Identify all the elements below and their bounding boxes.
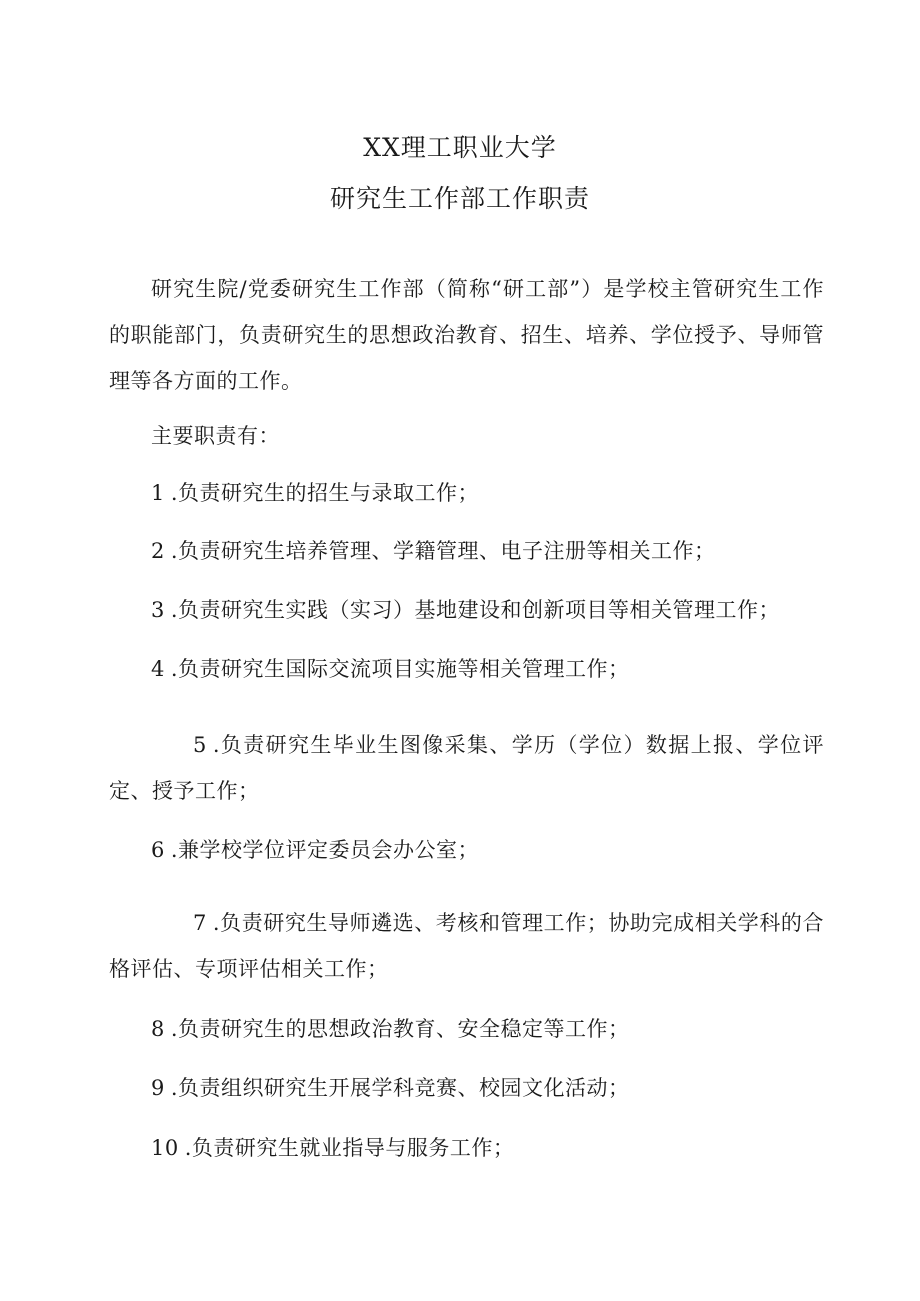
duty-text: .兼学校学位评定委员会办公室； [170,838,480,862]
duty-item [151,537,716,565]
document-title: XX理工职业大学 [363,133,557,162]
duty-item [151,1074,630,1102]
duty-number: 10 [151,1136,179,1160]
duty-text: .负责研究生培养管理、学籍管理、电子注册等相关工作； [170,539,716,563]
duty-number: 1 [151,481,165,505]
duty-item [109,900,824,992]
duty-text: .负责研究生毕业生图像采集、学历（学位）数据上报、学位评定、授予工作； [109,733,824,803]
duty-item [151,836,479,864]
duties-heading: 主要职责有： [151,424,280,448]
duty-number: 9 [151,1076,165,1100]
duty-number: 3 [151,598,165,622]
duty-text: .负责研究生就业指导与服务工作； [184,1136,515,1160]
document-subtitle: 研究生工作部工作职责 [329,184,590,213]
duty-text: .负责研究生的思想政治教育、安全稳定等工作； [170,1017,630,1041]
duty-number: 4 [151,657,165,681]
duty-number: 5 [193,733,207,757]
duty-number: 7 [193,911,207,935]
duty-text: .负责研究生导师遴选、考核和管理工作；协助完成相关学科的合格评估、专项评估相关工作； [109,911,824,981]
duty-item [151,1015,630,1043]
duty-item [151,596,780,624]
duty-number: 6 [151,838,165,862]
duty-text: .负责研究生实践（实习）基地建设和创新项目等相关管理工作； [170,598,781,622]
duty-number: 2 [151,539,165,563]
intro-paragraph: 研究生院/党委研究生工作部（简称“研工部”）是学校主管研究生工作的职能部门，负责研究生的思想政治教育、招生、培养、学位授予、导师管理等各方面的工作。 [109,277,824,393]
duty-item [109,722,824,814]
duty-item [151,1134,514,1162]
duty-number: 8 [151,1017,165,1041]
duty-item [151,655,630,683]
duty-text: .负责研究生国际交流项目实施等相关管理工作； [170,657,630,681]
duty-text: .负责研究生的招生与录取工作； [170,481,480,505]
duty-item [151,479,479,507]
duty-text: .负责组织研究生开展学科竞赛、校园文化活动； [170,1076,630,1100]
